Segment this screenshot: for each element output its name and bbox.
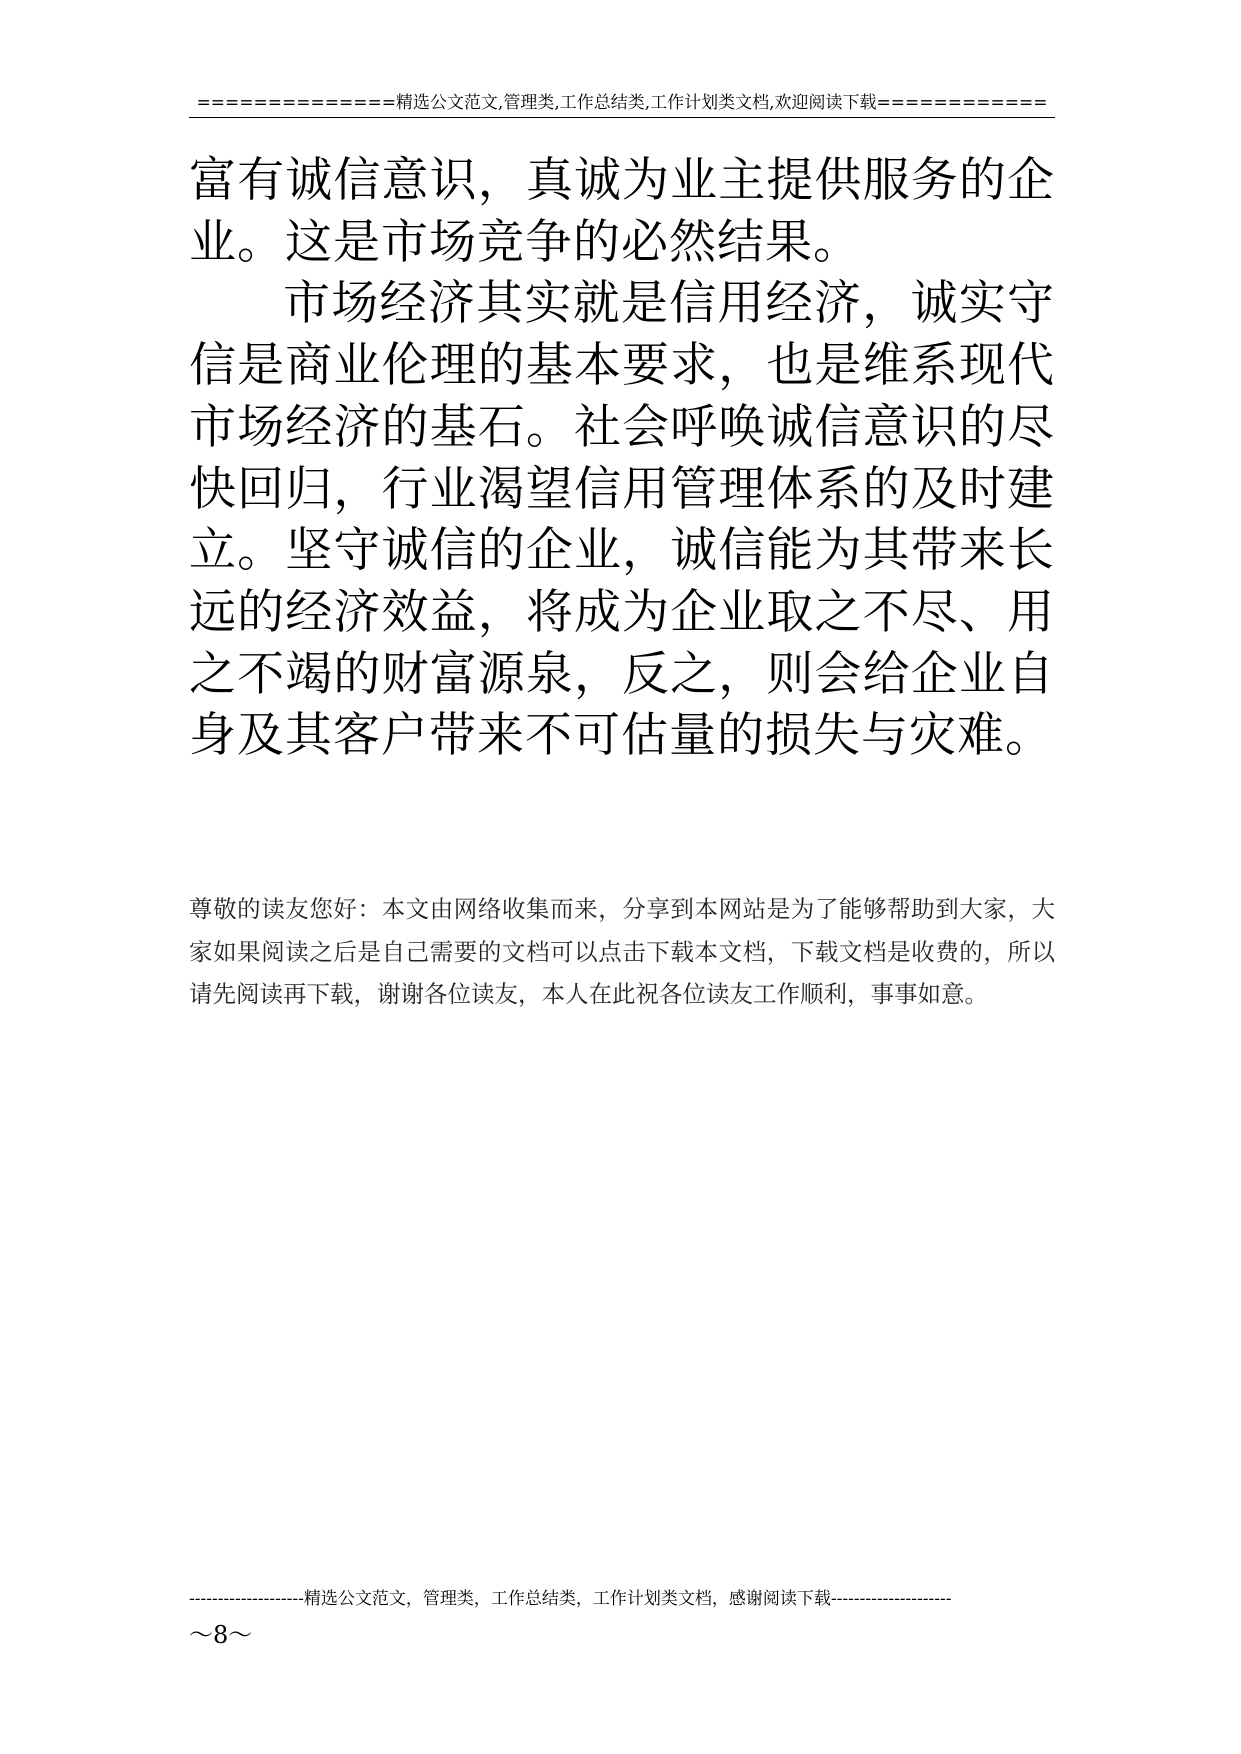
document-body — [189, 150, 1055, 767]
paragraph-continuation: 富有诚信意识，真诚为业主提供服务的企业。这是市场竞争的必然结果。 — [189, 153, 1055, 270]
header-divider — [189, 117, 1055, 118]
paragraph-credit-economy: 市场经济其实就是信用经济，诚实守信是商业伦理的基本要求，也是维系现代市场经济的基石。社会呼唤诚信意识的尽快回归，行业渴望信用管理体系的及时建立。坚守诚信的企业，诚信能为其带来长远的经济效益，将成为企业取之不尽、用之不竭的财富源泉，反之，则会给企业自身及其客户带来不可估量的损失与灾难。 — [189, 276, 1055, 764]
reader-notice: 尊敬的读友您好：本文由网络收集而来，分享到本网站是为了能够帮助到大家，大家如果阅读之后是自己需要的文档可以点击下载本文档，下载文档是收费的，所以请先阅读再下载，谢谢各位读友，本人在此祝各位读友工作顺利，事事如意。 — [189, 895, 1055, 1008]
page-header: ==============精选公文范文,管理类,工作总结类,工作计划类文档,欢迎阅读下载============ — [196, 93, 1048, 113]
page-footer: --------------------精选公文范文，管理类，工作总结类，工作计划类文档，感谢阅读下载--------------------- — [189, 1589, 952, 1609]
page-number: ～8～ — [189, 1621, 253, 1649]
